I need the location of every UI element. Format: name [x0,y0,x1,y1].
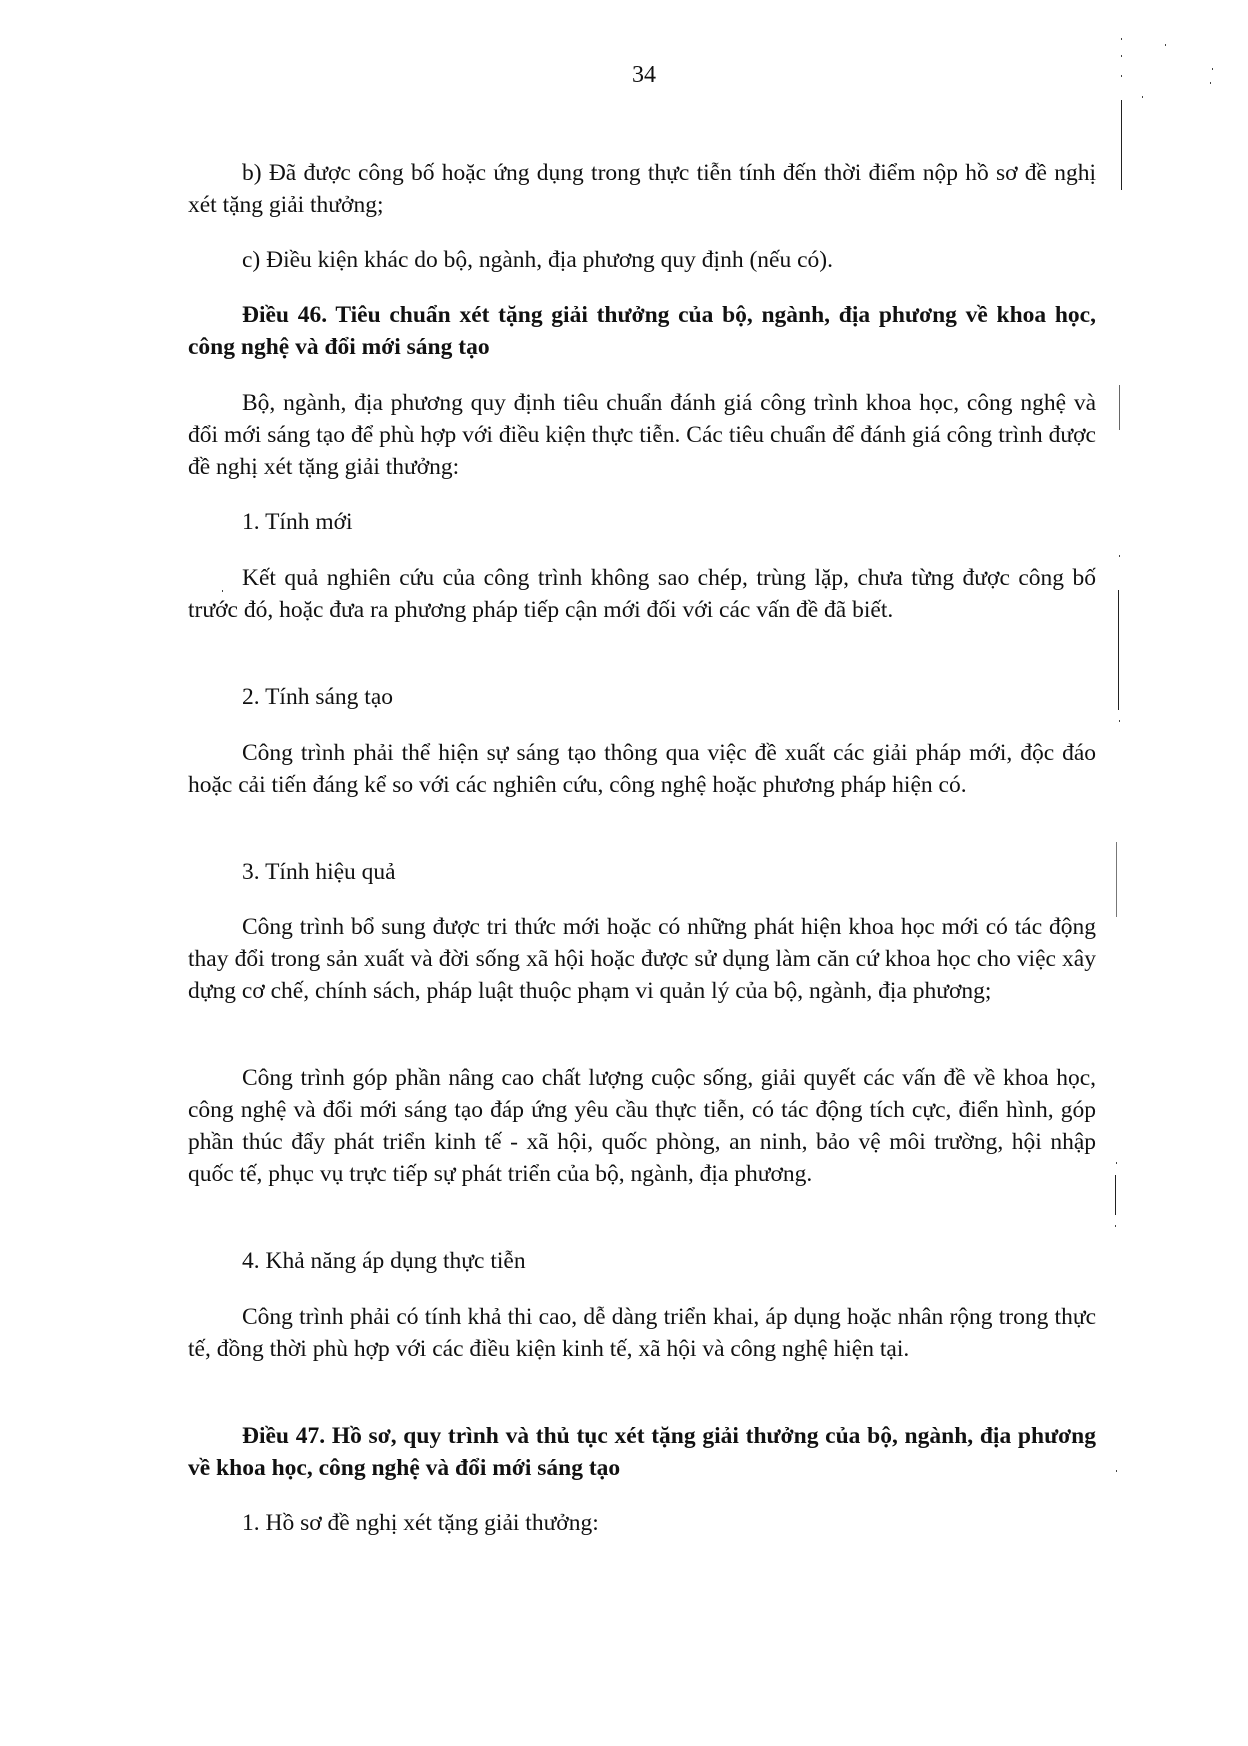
scan-dot [1212,68,1213,70]
scan-dot [1121,38,1122,40]
scan-dot [222,590,223,592]
scan-dot [1119,555,1120,557]
scan-margin-line [1118,590,1119,710]
scan-dot [1115,1225,1116,1227]
scan-margin-line [1116,842,1117,917]
article-47-item-1: 1. Hồ sơ đề nghị xét tặng giải thưởng: [242,1510,599,1536]
clause-b: b) Đã được công bố hoặc ứng dụng trong thực tiễn tính đến thời điểm nộp hồ sơ đề nghị xét tặng giải thưởng; [188,160,1096,218]
criterion-4-text: Công trình phải có tính khả thi cao, dễ dàng triển khai, áp dụng hoặc nhân rộng trong thực tế, đồng thời phù hợp với các điều kiện kinh tế, xã hội và công nghệ hiện tại. [188,1304,1096,1362]
article-46-heading: Điều 46. Tiêu chuẩn xét tặng giải thưởng của bộ, ngành, địa phương về khoa học, công nghệ và đổi mới sáng tạo [188,302,1096,360]
criterion-1-text: Kết quả nghiên cứu của công trình không sao chép, trùng lặp, chưa từng được công bố trước đó, hoặc đưa ra phương pháp tiếp cận mới đối với các vấn đề đã biết. [188,565,1096,623]
criterion-2-title: 2. Tính sáng tạo [242,684,393,710]
article-46-intro: Bộ, ngành, địa phương quy định tiêu chuẩn đánh giá công trình khoa học, công nghệ và đổi mới sáng tạo để phù hợp với điều kiện thực tiễn. Các tiêu chuẩn để đánh giá công trình được đề nghị xét tặng giải thưởng: [188,390,1096,480]
criterion-3-text-1: Công trình bổ sung được tri thức mới hoặc có những phát hiện khoa học mới có tác động thay đổi trong sản xuất và đời sống xã hội hoặc được sử dụng làm căn cứ khoa học cho việc xây dựng cơ chế, chính sách, pháp luật thuộc phạm vi quản lý của bộ, ngành, địa phương; [188,914,1096,1004]
criterion-3-title: 3. Tính hiệu quả [242,859,396,885]
scan-dot [1121,55,1122,57]
scan-dot [1116,1162,1117,1164]
criterion-1-title: 1. Tính mới [242,509,353,535]
scan-dot [1121,75,1122,77]
criterion-3-text-2: Công trình góp phần nâng cao chất lượng cuộc sống, giải quyết các vấn đề về khoa học, công nghệ và đổi mới sáng tạo đáp ứng yêu cầu thực tiễn, có tác động tích cực, điển hình, góp phần thúc đẩy phát triển kinh tế - xã hội, quốc phòng, an ninh, bảo vệ môi trường, hội nhập quốc tế, phục vụ trực tiếp sự phát triển của bộ, ngành, địa phương. [188,1065,1096,1187]
criterion-4-title: 4. Khả năng áp dụng thực tiễn [242,1248,526,1274]
scan-margin-line [1119,385,1120,430]
clause-c: c) Điều kiện khác do bộ, ngành, địa phương quy định (nếu có). [242,247,833,273]
scan-dot [1210,82,1211,84]
scan-dot [1116,1470,1117,1472]
scan-dot [1119,720,1120,722]
article-47-heading: Điều 47. Hồ sơ, quy trình và thủ tục xét tặng giải thưởng của bộ, ngành, địa phương về khoa học, công nghệ và đổi mới sáng tạo [188,1423,1096,1481]
scan-dot [1165,44,1166,46]
criterion-2-text: Công trình phải thể hiện sự sáng tạo thông qua việc đề xuất các giải pháp mới, độc đáo hoặc cải tiến đáng kể so với các nghiên cứu, công nghệ hoặc phương pháp hiện có. [188,740,1096,798]
scan-dot [1142,96,1143,98]
scan-margin-line [1115,1175,1116,1215]
scan-margin-line [1121,100,1122,190]
page-number: 34 [632,62,656,88]
